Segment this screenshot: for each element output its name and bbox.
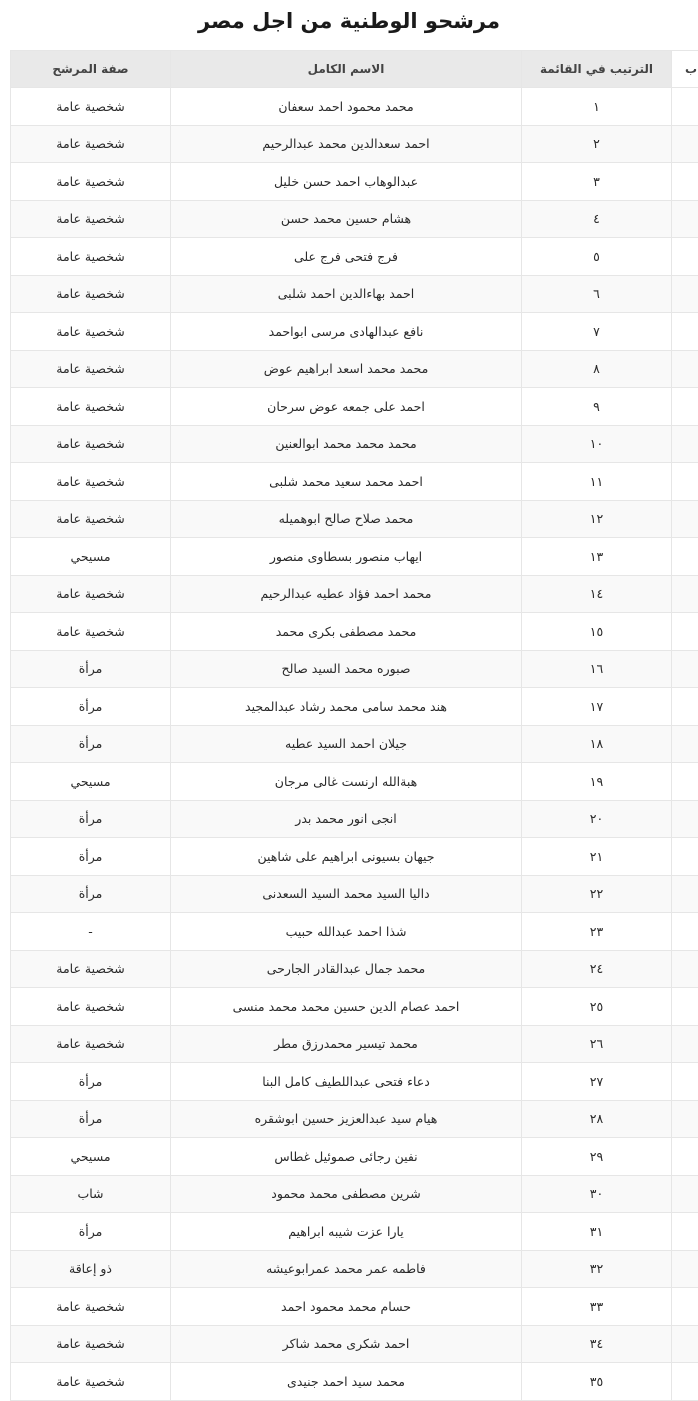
extra-cell <box>672 800 698 838</box>
table-body <box>11 88 698 1401</box>
candidate-rank-cell: ٥ <box>522 238 672 276</box>
candidate-attribute-cell: - <box>11 913 171 951</box>
candidate-rank-cell: ٢٣ <box>522 913 672 951</box>
extra-cell <box>672 1288 698 1326</box>
candidate-attribute-cell: شخصية عامة <box>11 425 171 463</box>
candidate-rank-cell: ٢ <box>522 125 672 163</box>
table-row <box>11 425 698 463</box>
candidate-rank-cell: ١٤ <box>522 575 672 613</box>
candidate-rank-cell: ٣٣ <box>522 1288 672 1326</box>
candidate-rank-cell: ١ <box>522 88 672 126</box>
table-row <box>11 763 698 801</box>
candidate-attribute-cell: شخصية عامة <box>11 988 171 1026</box>
candidate-name-cell: احمد شكرى محمد شاكر <box>171 1325 522 1363</box>
candidate-name-cell: محمد جمال عبدالقادر الجارحى <box>171 950 522 988</box>
candidate-name-cell: دعاء فتحى عبداللطيف كامل البنا <box>171 1063 522 1101</box>
candidate-name-cell: عبدالوهاب احمد حسن خليل <box>171 163 522 201</box>
column-header-rank: الترتيب في القائمة <box>522 51 672 88</box>
candidate-rank-cell: ٣ <box>522 163 672 201</box>
candidate-name-cell: داليا السيد محمد السيد السعدنى <box>171 875 522 913</box>
table-row <box>11 500 698 538</box>
table-row <box>11 838 698 876</box>
candidate-name-cell: محمد مصطفى بكرى محمد <box>171 613 522 651</box>
candidate-name-cell: صبوره محمد السيد صالح <box>171 650 522 688</box>
candidates-table <box>10 50 698 1401</box>
candidate-name-cell: احمد بهاءالدين احمد شلبى <box>171 275 522 313</box>
candidate-attribute-cell: شخصية عامة <box>11 88 171 126</box>
candidate-name-cell: انجى انور محمد بدر <box>171 800 522 838</box>
candidate-attribute-cell: شخصية عامة <box>11 200 171 238</box>
candidate-rank-cell: ١٣ <box>522 538 672 576</box>
candidate-rank-cell: ٢٤ <box>522 950 672 988</box>
candidate-attribute-cell: مرأة <box>11 725 171 763</box>
table-row <box>11 688 698 726</box>
candidate-attribute-cell: شخصية عامة <box>11 575 171 613</box>
candidate-attribute-cell: مرأة <box>11 1063 171 1101</box>
extra-cell <box>672 125 698 163</box>
candidate-attribute-cell: شخصية عامة <box>11 500 171 538</box>
extra-cell <box>672 838 698 876</box>
candidate-rank-cell: ١٩ <box>522 763 672 801</box>
candidate-rank-cell: ٢٦ <box>522 1025 672 1063</box>
table-row <box>11 275 698 313</box>
candidate-rank-cell: ١١ <box>522 463 672 501</box>
extra-cell <box>672 538 698 576</box>
extra-cell <box>672 88 698 126</box>
candidate-attribute-cell: شخصية عامة <box>11 388 171 426</box>
table-row <box>11 725 698 763</box>
extra-cell <box>672 988 698 1026</box>
candidate-name-cell: جيلان احمد السيد عطيه <box>171 725 522 763</box>
candidate-name-cell: هيام سيد عبدالعزيز حسين ابوشقره <box>171 1100 522 1138</box>
extra-cell <box>672 950 698 988</box>
table-row <box>11 913 698 951</box>
candidate-attribute-cell: شخصية عامة <box>11 463 171 501</box>
candidate-attribute-cell: شخصية عامة <box>11 238 171 276</box>
candidate-name-cell: محمد تيسير محمدرزق مطر <box>171 1025 522 1063</box>
candidate-attribute-cell: شخصية عامة <box>11 350 171 388</box>
table-row <box>11 650 698 688</box>
candidate-name-cell: ايهاب منصور بسطاوى منصور <box>171 538 522 576</box>
candidate-rank-cell: ٧ <box>522 313 672 351</box>
candidate-name-cell: هشام حسين محمد حسن <box>171 200 522 238</box>
candidate-attribute-cell: شخصية عامة <box>11 1025 171 1063</box>
extra-cell <box>672 725 698 763</box>
extra-cell <box>672 388 698 426</box>
candidate-rank-cell: ٨ <box>522 350 672 388</box>
extra-cell <box>672 613 698 651</box>
extra-cell <box>672 1363 698 1401</box>
candidate-name-cell: يارا عزت شيبه ابراهيم <box>171 1213 522 1251</box>
table-row <box>11 1100 698 1138</box>
candidate-rank-cell: ٢٠ <box>522 800 672 838</box>
table-row <box>11 163 698 201</box>
candidate-attribute-cell: ذو إعاقة <box>11 1250 171 1288</box>
candidate-attribute-cell: شخصية عامة <box>11 1325 171 1363</box>
candidate-attribute-cell: شخصية عامة <box>11 163 171 201</box>
table-header-row <box>11 51 698 88</box>
table-row <box>11 1325 698 1363</box>
extra-cell <box>672 575 698 613</box>
candidate-rank-cell: ٣٥ <box>522 1363 672 1401</box>
table-row <box>11 313 698 351</box>
candidate-rank-cell: ٢٧ <box>522 1063 672 1101</box>
candidate-attribute-cell: مسيحي <box>11 1138 171 1176</box>
extra-cell <box>672 913 698 951</box>
extra-cell <box>672 200 698 238</box>
candidate-attribute-cell: مرأة <box>11 688 171 726</box>
page-title: مرشحو الوطنية من اجل مصر <box>0 4 698 38</box>
extra-cell <box>672 500 698 538</box>
candidate-name-cell: محمد صلاح صالح ابوهميله <box>171 500 522 538</box>
table-row <box>11 875 698 913</box>
extra-cell <box>672 1325 698 1363</box>
table-row <box>11 388 698 426</box>
candidate-rank-cell: ٦ <box>522 275 672 313</box>
candidate-attribute-cell: مسيحي <box>11 538 171 576</box>
candidate-rank-cell: ٢٨ <box>522 1100 672 1138</box>
table-row <box>11 1288 698 1326</box>
table-row <box>11 238 698 276</box>
candidate-attribute-cell: مسيحي <box>11 763 171 801</box>
column-header-attribute: صفة المرشح <box>11 51 171 88</box>
table-row <box>11 950 698 988</box>
table-row <box>11 463 698 501</box>
extra-cell <box>672 275 698 313</box>
candidate-attribute-cell: مرأة <box>11 838 171 876</box>
extra-cell <box>672 313 698 351</box>
candidate-rank-cell: ٩ <box>522 388 672 426</box>
candidate-name-cell: شرين مصطفى محمد محمود <box>171 1175 522 1213</box>
table-row <box>11 1363 698 1401</box>
candidate-rank-cell: ٢٩ <box>522 1138 672 1176</box>
candidate-attribute-cell: مرأة <box>11 875 171 913</box>
table-row <box>11 800 698 838</box>
candidate-attribute-cell: شخصية عامة <box>11 1363 171 1401</box>
candidate-rank-cell: ٤ <box>522 200 672 238</box>
table-row <box>11 125 698 163</box>
table-row <box>11 538 698 576</box>
candidate-name-cell: شذا احمد عبدالله حبيب <box>171 913 522 951</box>
candidate-attribute-cell: شخصية عامة <box>11 950 171 988</box>
candidate-rank-cell: ٢١ <box>522 838 672 876</box>
extra-cell <box>672 1138 698 1176</box>
candidate-name-cell: فرج فتحى فرج على <box>171 238 522 276</box>
candidate-attribute-cell: شخصية عامة <box>11 613 171 651</box>
candidate-attribute-cell: شخصية عامة <box>11 275 171 313</box>
candidate-name-cell: جيهان بسيونى ابراهيم على شاهين <box>171 838 522 876</box>
candidate-rank-cell: ١٧ <box>522 688 672 726</box>
table-row <box>11 350 698 388</box>
candidate-name-cell: فاطمه عمر محمد عمرابوعيشه <box>171 1250 522 1288</box>
candidate-attribute-cell: شخصية عامة <box>11 125 171 163</box>
table-row <box>11 1213 698 1251</box>
candidate-attribute-cell: مرأة <box>11 800 171 838</box>
candidate-name-cell: احمد محمد سعيد محمد شلبى <box>171 463 522 501</box>
candidate-name-cell: محمد سيد احمد جنيدى <box>171 1363 522 1401</box>
candidate-attribute-cell: شخصية عامة <box>11 1288 171 1326</box>
candidate-attribute-cell: شاب <box>11 1175 171 1213</box>
table-row <box>11 988 698 1026</box>
candidate-rank-cell: ١٦ <box>522 650 672 688</box>
candidate-rank-cell: ١٠ <box>522 425 672 463</box>
column-header-extra: ب <box>672 51 698 88</box>
candidate-name-cell: احمد سعدالدين محمد عبدالرحيم <box>171 125 522 163</box>
candidate-rank-cell: ٢٥ <box>522 988 672 1026</box>
candidate-rank-cell: ٢٢ <box>522 875 672 913</box>
table-row <box>11 1025 698 1063</box>
extra-cell <box>672 1063 698 1101</box>
candidate-attribute-cell: مرأة <box>11 1100 171 1138</box>
table-row <box>11 575 698 613</box>
candidate-rank-cell: ١٥ <box>522 613 672 651</box>
extra-cell <box>672 163 698 201</box>
extra-cell <box>672 1175 698 1213</box>
candidate-rank-cell: ١٢ <box>522 500 672 538</box>
extra-cell <box>672 1100 698 1138</box>
candidate-name-cell: احمد عصام الدين حسين محمد محمد منسى <box>171 988 522 1026</box>
table-row <box>11 1138 698 1176</box>
extra-cell <box>672 763 698 801</box>
candidate-name-cell: محمد محمد اسعد ابراهيم عوض <box>171 350 522 388</box>
candidate-name-cell: محمد محمد محمد ابوالعنين <box>171 425 522 463</box>
candidate-name-cell: احمد على جمعه عوض سرحان <box>171 388 522 426</box>
table-row <box>11 613 698 651</box>
extra-cell <box>672 350 698 388</box>
extra-cell <box>672 238 698 276</box>
extra-cell <box>672 1213 698 1251</box>
table-row <box>11 1175 698 1213</box>
candidate-name-cell: نافع عبدالهادى مرسى ابواحمد <box>171 313 522 351</box>
extra-cell <box>672 650 698 688</box>
extra-cell <box>672 688 698 726</box>
candidate-name-cell: محمد احمد فؤاد عطيه عبدالرحيم <box>171 575 522 613</box>
table-row <box>11 88 698 126</box>
column-header-name: الاسم الكامل <box>171 51 522 88</box>
candidates-table-container <box>10 50 698 1401</box>
candidate-attribute-cell: شخصية عامة <box>11 313 171 351</box>
table-row <box>11 200 698 238</box>
candidate-name-cell: محمد محمود احمد سعفان <box>171 88 522 126</box>
candidate-attribute-cell: مرأة <box>11 1213 171 1251</box>
candidate-rank-cell: ٣١ <box>522 1213 672 1251</box>
extra-cell <box>672 425 698 463</box>
candidate-rank-cell: ٣٤ <box>522 1325 672 1363</box>
candidate-name-cell: هند محمد سامى محمد رشاد عبدالمجيد <box>171 688 522 726</box>
candidate-attribute-cell: مرأة <box>11 650 171 688</box>
extra-cell <box>672 1250 698 1288</box>
extra-cell <box>672 1025 698 1063</box>
candidate-rank-cell: ١٨ <box>522 725 672 763</box>
extra-cell <box>672 463 698 501</box>
candidate-rank-cell: ٣٠ <box>522 1175 672 1213</box>
candidate-name-cell: نفين رجائى صموئيل غطاس <box>171 1138 522 1176</box>
table-row <box>11 1250 698 1288</box>
candidate-name-cell: حسام محمد محمود احمد <box>171 1288 522 1326</box>
candidate-name-cell: هبةالله ارنست غالى مرجان <box>171 763 522 801</box>
table-row <box>11 1063 698 1101</box>
candidate-rank-cell: ٣٢ <box>522 1250 672 1288</box>
extra-cell <box>672 875 698 913</box>
